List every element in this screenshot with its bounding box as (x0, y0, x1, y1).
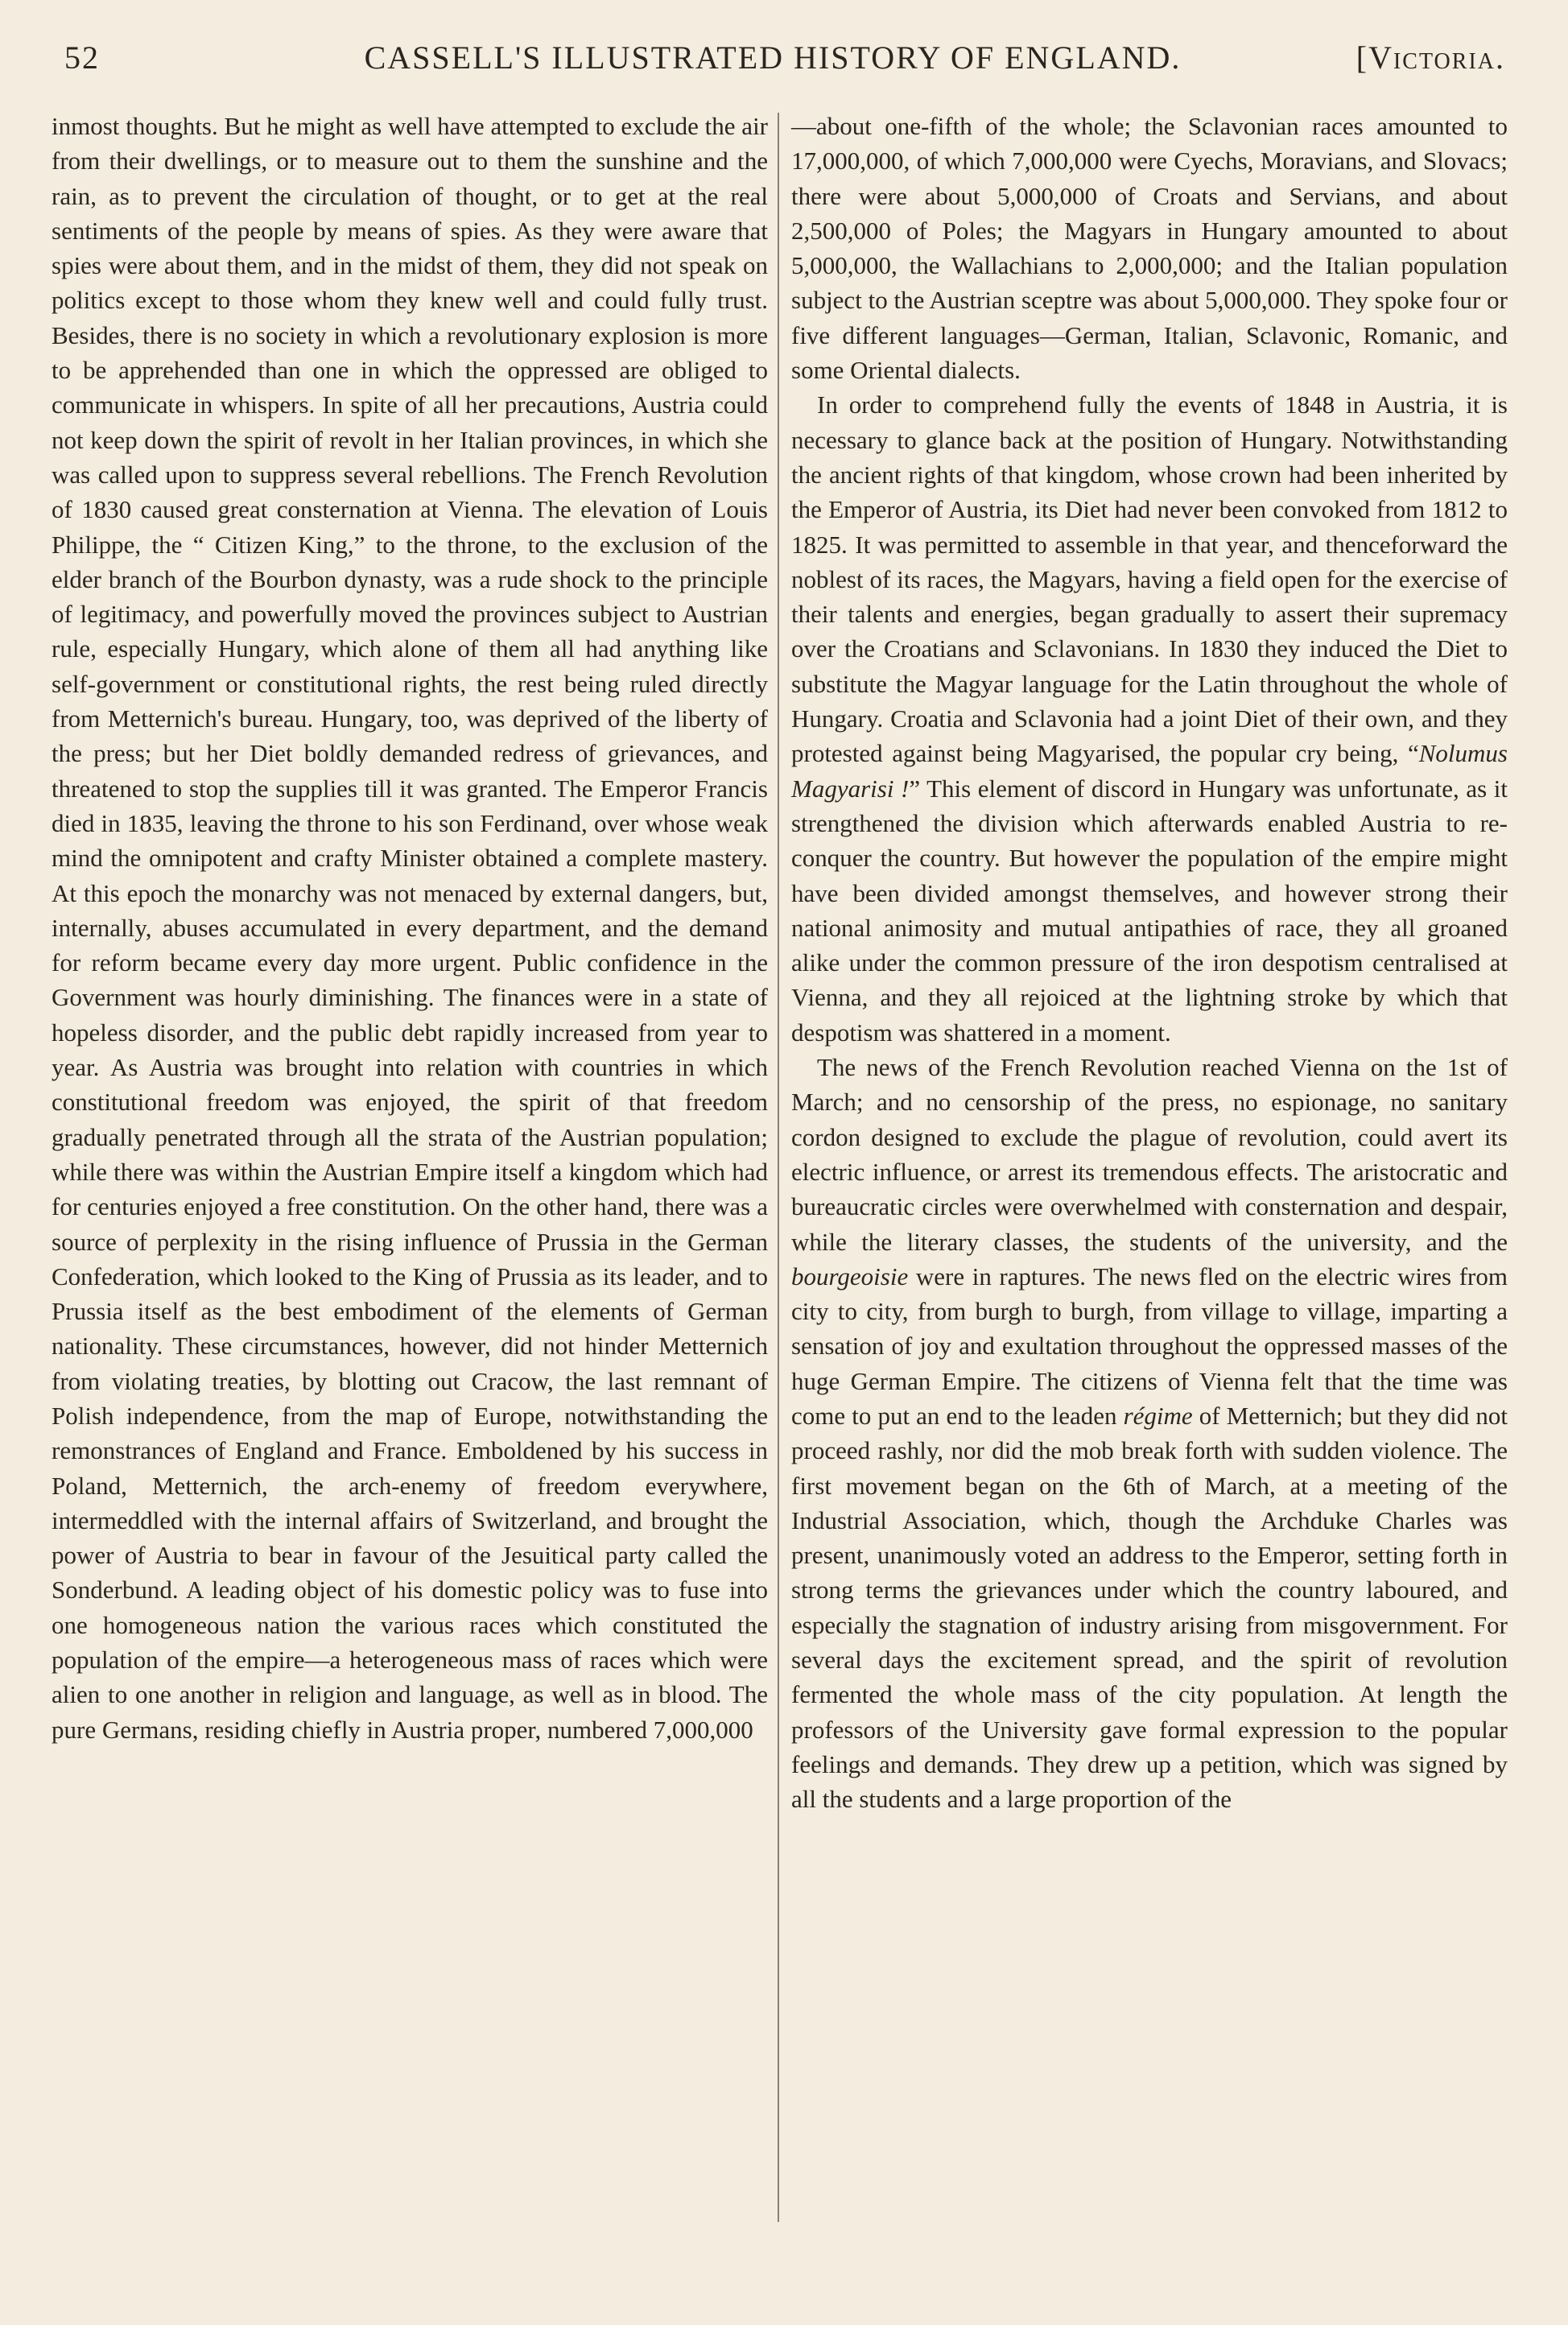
page-number: 52 (64, 39, 100, 76)
italic-text: régime (1123, 1401, 1193, 1430)
text-run: were in raptures. The news fled on the electric wires from city to city, from burgh to burgh, from village to village, imparting a sensation of joy and exultation throughout the oppressed masses of the huge German Empire. The citizens of Vienna felt that the time was come to put an end to the leaden (791, 1262, 1508, 1430)
right-column (791, 109, 1508, 1817)
running-title: CASSELL'S ILLUSTRATED HISTORY OF ENGLAND. (364, 39, 1182, 76)
italic-text: Nolumus Magyarisi ! (791, 739, 1508, 803)
section-label: [Victoria. (1355, 39, 1505, 76)
paragraph (791, 387, 1508, 1050)
italic-text: bourgeoisie (791, 1262, 909, 1291)
running-header (48, 31, 1505, 87)
text-run: of Metternich; but they did not proceed rashly, nor did the mob break forth with sudden violence. The first movement began on the 6th of March, at a meeting of the Industrial Association, which, though the Archduke Charles was present, unanimously voted an address to the Emperor, setting forth in strong terms the grievances under which the country laboured, and especially the stagnation of industry arising from misgovernment. For several days the excitement spread, and the spirit of revolution fermented the whole mass of the city population. At length the professors of the University gave formal expression to the popular feelings and demands. They drew up a petition, which was signed by all the students and a large proportion of the (791, 1401, 1508, 1814)
paragraph: —about one-fifth of the whole; the Sclavonian races amounted to 17,000,000, of which 7,000,000 were Cyechs, Moravians, and Slovacs; there were about 5,000,000 of Croats and Servians, and about 2,500,000 of Poles; the Magyars in Hungary amounted to about 5,000,000, the Wallachians to 2,000,000; and the Italian population subject to the Austrian sceptre was about 5,000,000. They spoke four or five different languages—German, Italian, Sclavonic, Romanic, and some Oriental dialects. (791, 112, 1508, 385)
paragraph (791, 1050, 1508, 1817)
paragraph: inmost thoughts. But he might as well have attempted to exclude the air from their dwellings, or to measure out to them the sunshine and the rain, as to prevent the circulation of thought, or to get at the real sentiments of the people by means of spies. As they were aware that spies were about them, and in the midst of them, they did not speak on politics except to those whom they knew well and could fully trust. Besides, there is no society in which a revolutionary explosion is more to be apprehended than one in which the oppressed are obliged to communicate in whispers. In spite of all her precautions, Austria could not keep down the spirit of revolt in her Italian provinces, in which she was called upon to suppress several rebellions. The French Revolution of 1830 caused great consternation at Vienna. The elevation of Louis Philippe, the “ Citizen King,” to the throne, to the exclusion of the elder branch of the Bourbon dynasty, was a rude shock to the principle of legitimacy, and powerfully moved the provinces subject to Austrian rule, especially Hungary, which alone of them all had anything like self-government or constitutional rights, the rest being ruled directly from Metternich's bureau. Hungary, too, was deprived of the liberty of the press; but her Diet boldly demanded redress of grievances, and threatened to stop the supplies till it was granted. The Emperor Francis died in 1835, leaving the throne to his son Ferdinand, over whose weak mind the omnipotent and crafty Minister obtained a complete mastery. At this epoch the monarchy was not menaced by external dangers, but, internally, abuses accumulated in every department, and the demand for reform became every day more urgent. Public confidence in the Government was hourly diminishing. The finances were in a state of hopeless disorder, and the public debt rapidly increased from year to year. As Austria was brought into relation with countries in which constitutional freedom was enjoyed, the spirit of that freedom gradually penetrated through all the strata of the Austrian population; while there was within the Austrian Empire itself a kingdom which had for centuries enjoyed a free constitution. On the other hand, there was a source of perplexity in the rising influence of Prussia in the German Confederation, which looked to the King of Prussia as its leader, and to Prussia itself as the best embodiment of the elements of German nationality. These circumstances, however, did not hinder Metternich from violating treaties, by blotting out Cracow, the last remnant of Polish independence, from the map of Europe, notwithstanding the remonstrances of England and France. Emboldened by his success in Poland, Metternich, the arch-enemy of freedom everywhere, intermeddled with the internal affairs of Switzerland, and brought the power of Austria to bear in favour of the Jesuitical party called the Sonderbund. A leading object of his domestic policy was to fuse into one homogeneous nation the various races which constituted the population of the empire—a heterogeneous mass of races which were alien to one another in religion and language, as well as in blood. The pure Germans, residing chiefly in Austria proper, numbered 7,000,000 (52, 112, 768, 1744)
column-divider (778, 113, 779, 2222)
left-column (52, 109, 768, 1747)
text-run: ” This element of discord in Hungary was unfortunate, as it strengthened the division which afterwards enabled Austria to re-conquer the country. But however the population of the empire might have been divided amongst themselves, and however strong their national animosity and mutual antipathies of race, they all groaned alike under the common pressure of the iron despotism centralised at Vienna, and they all rejoiced at the lightning stroke by which that despotism was shattered in a moment. (791, 774, 1508, 1047)
text-run: In order to comprehend fully the events of 1848 in Austria, it is necessary to glance back at the position of Hungary. Notwithstanding the ancient rights of that kingdom, whose crown had been inherited by the Emperor of Austria, its Diet had never been convoked from 1812 to 1825. It was permitted to assemble in that year, and thenceforward the noblest of its races, the Magyars, having a field open for the exercise of their talents and energies, began gradually to assert their supremacy over the Croatians and Sclavonians. In 1830 they induced the Diet to substitute the Magyar language for the Latin throughout the whole of Hungary. Croatia and Sclavonia had a joint Diet of their own, and they protested against being Magyarised, the popular cry being, “ (791, 390, 1508, 768)
text-run: The news of the French Revolution reached Vienna on the 1st of March; and no censorship of the press, no espionage, no sanitary cordon designed to exclude the plague of revolution, could avert its electric influence, or arrest its tremendous effects. The aristocratic and bureaucratic circles were overwhelmed with consternation and despair, while the literary classes, the students of the university, and the (791, 1053, 1508, 1256)
